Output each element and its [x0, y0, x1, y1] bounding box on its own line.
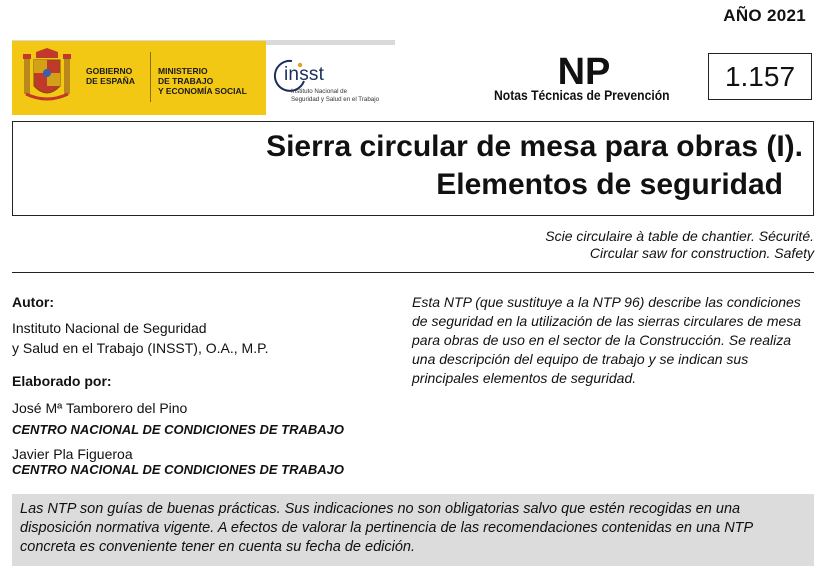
author-person-center: CENTRO NACIONAL DE CONDICIONES DE TRABAJO — [12, 462, 345, 477]
disclaimer-note: Las NTP son guías de buenas prácticas. Sus indicaciones no son obligatorias salvo que estén recogidas en una disposición normativa vigente. A efectos de valorar la pertinencia de las recomendaciones contenidas en una NTP concreta es conveniente tener en cuenta su fecha de edición. — [12, 494, 814, 566]
author-name: Instituto Nacional de Seguridad y Salud en el Trabajo (INSST), O.A., M.P. — [12, 320, 269, 356]
ministry-label: MINISTERIO DE TRABAJO Y ECONOMÍA SOCIAL — [158, 66, 247, 96]
ntp-number: 1.157 — [708, 53, 812, 100]
publication-year: AÑO 2021 — [723, 6, 806, 25]
svg-text:NP: NP — [557, 54, 611, 86]
author-person-name: José Mª Tamborero del Pino — [12, 400, 188, 416]
title-box — [12, 121, 814, 216]
prepared-by-label: Elaborado por: — [12, 373, 112, 389]
abstract-text: Esta NTP (que sustituye a la NTP 96) describe las condiciones de seguridad en la utilización de las sierras circulares de mesa para obras de uso en el sector de la Construcción. Se realiza una descripción del equipo de trabajo y se indican sus principales elementos de seguridad. — [412, 294, 802, 386]
author-label: Autor: — [12, 294, 54, 310]
page-title-line1: Sierra circular de mesa para obras (I). — [266, 130, 803, 163]
french-title: Scie circulaire à table de chantier. Sécurité. — [545, 228, 814, 244]
section-rule — [12, 272, 814, 273]
np-series-logo — [551, 54, 617, 86]
banner-separator — [150, 52, 151, 102]
author-person-name: Javier Pla Figueroa — [12, 446, 133, 462]
author-person-center: CENTRO NACIONAL DE CONDICIONES DE TRABAJO — [12, 422, 345, 437]
insst-fullname: Instituto Nacional de Seguridad y Salud en el Trabajo — [291, 88, 380, 103]
page-title-line2: Elementos de seguridad — [436, 168, 783, 201]
english-title: Circular saw for construction. Safety — [589, 245, 814, 261]
government-label: GOBIERNO DE ESPAÑA — [86, 66, 135, 86]
coat-of-arms-icon — [22, 48, 72, 108]
series-name: Notas Técnicas de Prevención — [494, 88, 670, 103]
insst-wordmark: insst — [284, 64, 325, 85]
